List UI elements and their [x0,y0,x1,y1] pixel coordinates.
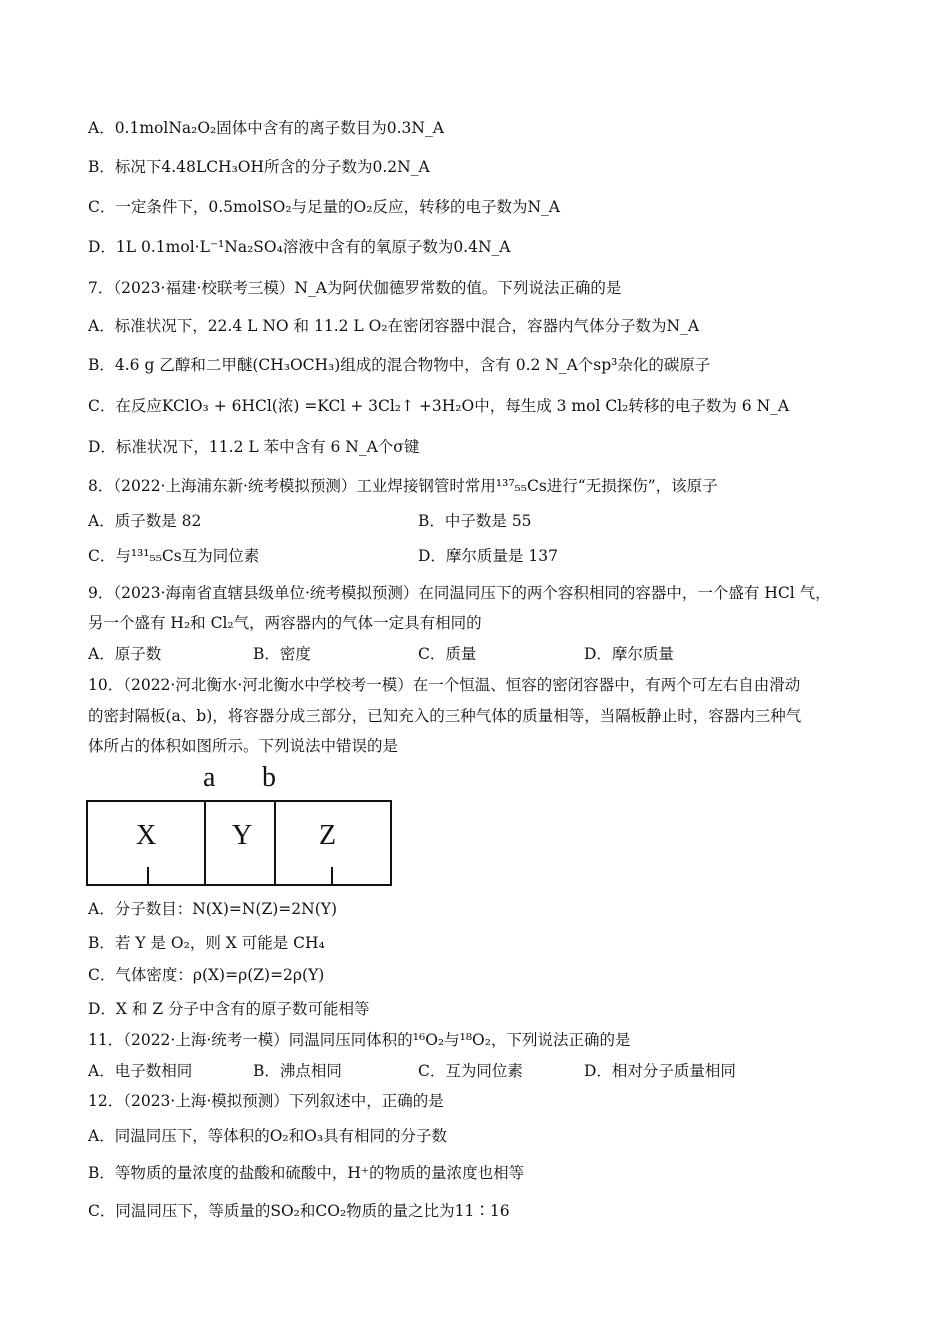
q12-stem: 12．（2023·上海·模拟预测）下列叙述中，正确的是 [88,1092,444,1110]
q6-option-a: A．0.1molNa₂O₂固体中含有的离子数目为0.3N_A [88,119,444,137]
q11-option-a: A．电子数相同 [88,1062,193,1080]
q9-option-b: B．密度 [253,645,311,663]
q9-option-a: A．原子数 [88,645,162,663]
q12-option-c: C．同温同压下，等质量的SO₂和CO₂物质的量之比为11∶16 [88,1202,510,1220]
q9-stem-line1: 9．（2023·海南省直辖县级单位·统考模拟预测）在同温同压下的两个容积相同的容器中，一个盛有 HCl 气， [88,584,831,602]
q10-stem-line3: 体所占的体积如图所示。下列说法中错误的是 [88,737,399,755]
q6-option-c: C．一定条件下，0.5molSO₂与足量的O₂反应，转移的电子数为N_A [88,198,560,216]
q10-stem-line1: 10．（2022·河北衡水·河北衡水中学校考一模）在一个恒温、恒容的密闭容器中，有两个可左右自由滑动 [88,676,801,694]
gas-z-label: Z [319,820,337,851]
q7-option-a: A．标准状况下，22.4 L NO 和 11.2 L O₂在密闭容器中混合，容器内气体分子数为N_A [88,317,700,335]
q9-option-d: D．摩尔质量 [584,645,674,663]
q8-option-b: B．中子数是 55 [418,512,532,530]
q12-option-a: A．同温同压下，等体积的O₂和O₃具有相同的分子数 [88,1127,448,1145]
partition-label-b: b [262,762,276,793]
q9-option-c: C．质量 [418,645,477,663]
q6-option-d: D．1L 0.1mol·L⁻¹Na₂SO₄溶液中含有的氧原子数为0.4N_A [88,238,511,256]
q10-option-b: B．若 Y 是 O₂，则 X 可能是 CH₄ [88,934,325,952]
q8-option-d: D．摩尔质量是 137 [418,547,558,565]
q6-option-b: B．标况下4.48LCH₃OH所含的分子数为0.2N_A [88,158,430,176]
q7-option-b: B．4.6 g 乙醇和二甲醚(CH₃OCH₃)组成的混合物物中，含有 0.2 N_A个sp³杂化的碳原子 [88,356,711,374]
q11-option-c: C．互为同位素 [418,1062,523,1080]
q10-option-a: A．分子数目：N(X)=N(Z)=2N(Y) [88,900,338,918]
q8-option-c: C．与¹³¹₅₅Cs互为同位素 [88,547,260,565]
q10-option-d: D．X 和 Z 分子中含有的原子数可能相等 [88,1000,370,1018]
q8-stem: 8．（2022·上海浦东新·统考模拟预测）工业焊接钢管时常用¹³⁷₅₅Cs进行“无损探伤”，该原子 [88,477,718,495]
q9-stem-line2: 另一个盛有 H₂和 Cl₂气，两容器内的气体一定具有相同的 [88,614,482,632]
q7-stem: 7．（2023·福建·校联考三模）N_A为阿伏伽德罗常数的值。下列说法正确的是 [88,279,622,297]
gas-y-label: Y [232,820,253,851]
partition-label-a: a [203,762,216,793]
q10-option-c: C．气体密度：ρ(X)=ρ(Z)=2ρ(Y) [88,966,325,984]
q11-option-d: D．相对分子质量相同 [584,1062,736,1080]
q11-option-b: B．沸点相同 [253,1062,342,1080]
q8-option-a: A．质子数是 82 [88,512,202,530]
q12-option-b: B．等物质的量浓度的盐酸和硫酸中，H⁺的物质的量浓度也相等 [88,1164,525,1182]
gas-x-label: X [136,820,157,851]
q7-option-d: D．标准状况下，11.2 L 苯中含有 6 N_A个σ键 [88,438,420,456]
q11-stem: 11．（2022·上海·统考一模）同温同压同体积的¹⁶O₂与¹⁸O₂，下列说法正确的是 [88,1031,631,1049]
q7-option-c: C．在反应KClO₃ + 6HCl(浓) =KCl + 3Cl₂↑ +3H₂O中，每生成 3 mol Cl₂转移的电子数为 6 N_A [88,397,790,415]
q10-stem-line2: 的密封隔板(a、b)，将容器分成三部分，已知充入的三种气体的质量相等，当隔板静止时，容器内三种气 [88,707,802,725]
